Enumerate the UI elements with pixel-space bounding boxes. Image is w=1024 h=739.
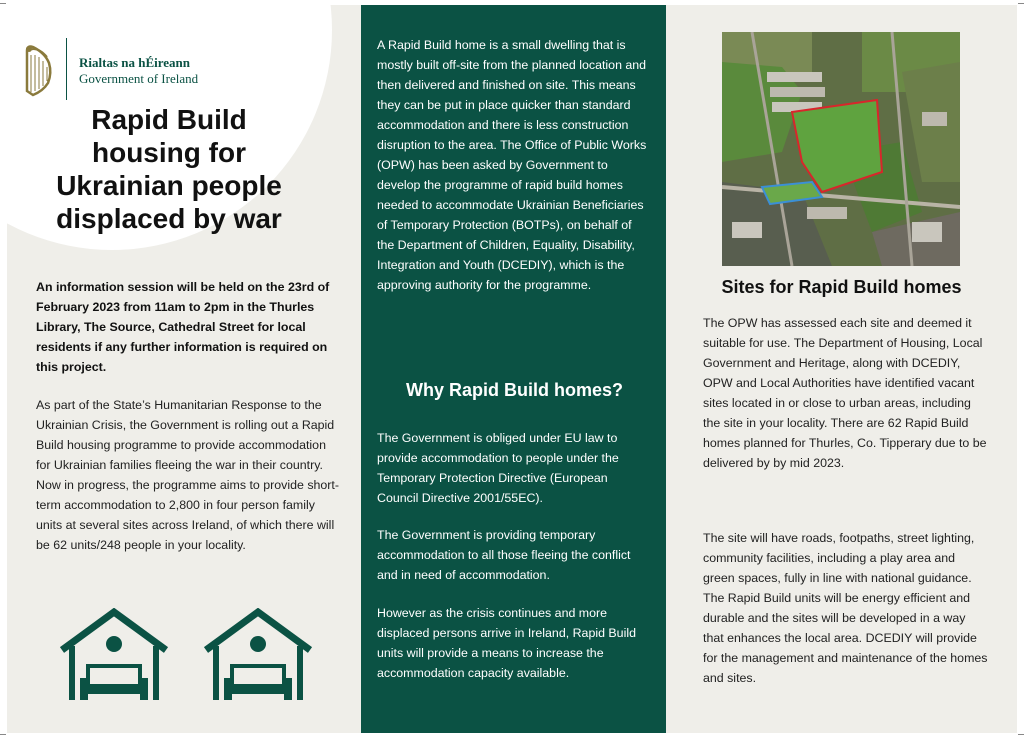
crop-mark bbox=[0, 3, 6, 4]
leaflet-page bbox=[7, 5, 1017, 733]
house-bed-icon bbox=[58, 608, 170, 704]
why-paragraph-eu-law: The Government is obliged under EU law to provide accommodation to people under the Temporary Protection Directive (European Council Directive 2001/55EC). bbox=[377, 431, 619, 505]
government-name-english: Government of Ireland bbox=[79, 71, 199, 86]
government-name-irish: Rialtas na hÉireann bbox=[79, 55, 191, 70]
left-column bbox=[7, 5, 361, 733]
right-column bbox=[666, 5, 1017, 733]
why-paragraph-temporary: The Government is providing temporary accommodation to all those fleeing the conflict and in need of accommodation. bbox=[377, 528, 631, 582]
why-paragraph-capacity: However as the crisis continues and more displaced persons arrive in Ireland, Rapid Build units will provide a means to increase the accommodation capacity available. bbox=[377, 606, 636, 680]
sites-assessment-paragraph: The OPW has assessed each site and deemed it suitable for use. The Department of Housing, Local Government and Heritage, along with DCEDIY, OPW and Local Authorities have identified vacant sites located in or close to urban areas, including the site in your locality. There are 62 Rapid Build homes planned for Thurles, Co. Tipperary due to be delivered by by mid 2023. bbox=[703, 316, 987, 470]
logo-divider bbox=[66, 38, 67, 100]
information-session-notice: An information session will be held on the 23rd of February 2023 from 11am to 2pm in the Thurles Library, The Source, Cathedral Street for local residents if any further information is required on this project. bbox=[36, 280, 330, 374]
page-title: Rapid Build housing for Ukrainian people displaced by war bbox=[56, 104, 282, 234]
why-rapid-build-heading: Why Rapid Build homes? bbox=[405, 380, 623, 400]
crop-mark bbox=[0, 734, 6, 735]
middle-column bbox=[361, 5, 666, 733]
crop-mark bbox=[1018, 734, 1024, 735]
house-bed-icon bbox=[202, 608, 314, 704]
crop-mark bbox=[1018, 3, 1024, 4]
sites-heading: Sites for Rapid Build homes bbox=[721, 277, 962, 297]
programme-description: As part of the State’s Humanitarian Response to the Ukrainian Crisis, the Government is rolling out a Rapid Build housing programme to provide accommodation for Ukrainian families fleeing the war in their country. Now in progress, the programme aims to provide short-term accommodation to 2,800 in four person family units at several sites across Ireland, of which there will be 62 units/248 people in your locality. bbox=[36, 398, 340, 552]
harp-icon bbox=[21, 41, 55, 99]
aerial-site-photo bbox=[722, 32, 960, 266]
rapid-build-definition: A Rapid Build home is a small dwelling that is mostly built off-site from the planned location and then delivered and finished on site. This means they can be put in place quicker than standard accommodation and there is less construction disruption to the area. The Office of Public Works (OPW) has been asked by Government to develop the programme of rapid build homes needed to accommodate Ukrainian Beneficiaries of Temporary Protection (BOTPs), on behalf of the Department of Children, Equality, Disability, Integration and Youth (DCEDIY), which is the approving authority for the programme. bbox=[377, 38, 647, 292]
site-facilities-paragraph: The site will have roads, footpaths, street lighting, community facilities, including a play area and green spaces, fully in line with national guidance. The Rapid Build units will be energy efficient and durable and the sites will be developed in a way that enhances the local area. DCEDIY will provide for the management and maintenance of the homes and sites. bbox=[703, 531, 988, 685]
